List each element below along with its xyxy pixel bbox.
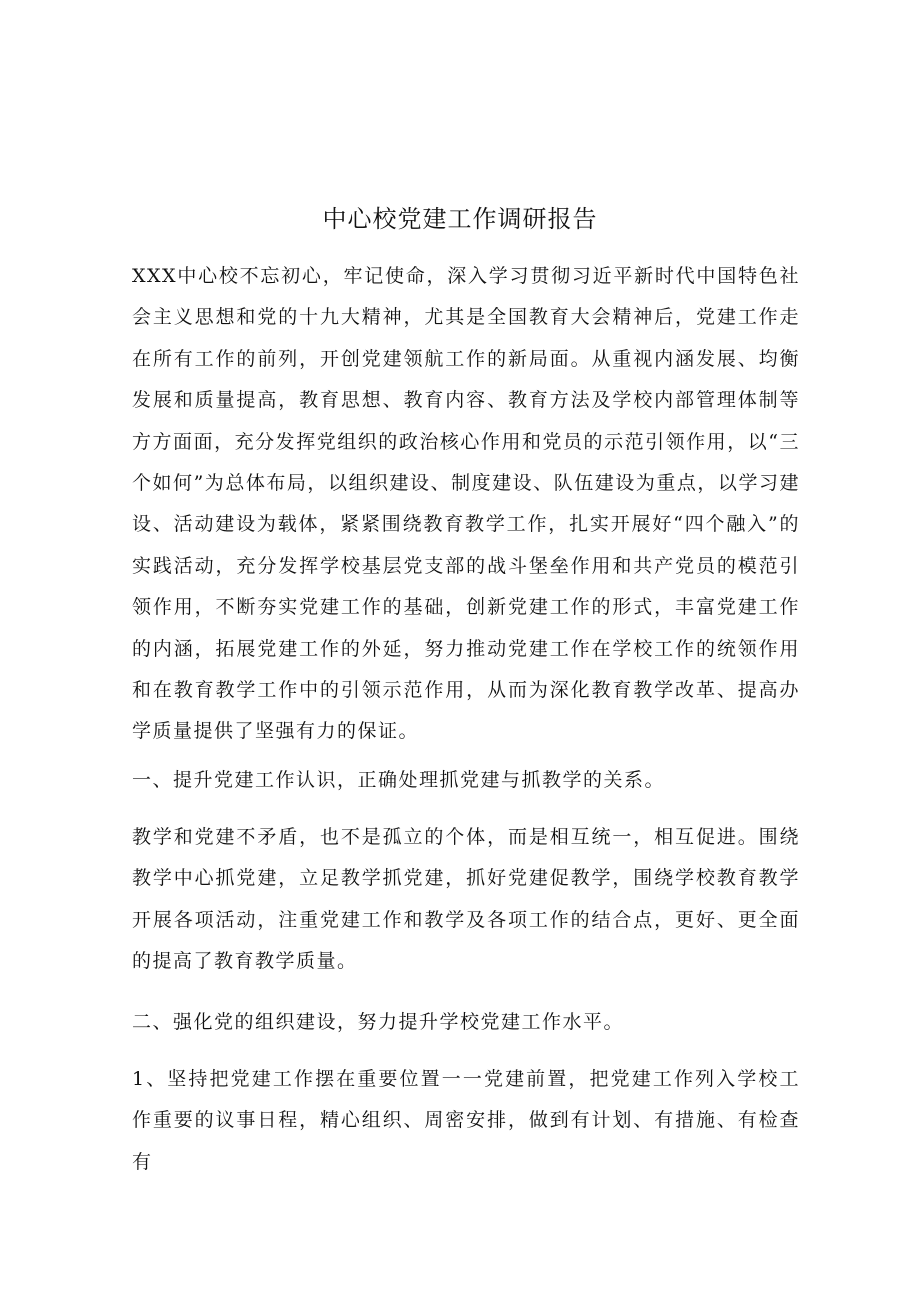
document-title: 中心校党建工作调研报告 [322, 205, 598, 233]
section-2-heading: 二、强化党的组织建设，努力提升学校党建工作水平。 [132, 1011, 625, 1033]
section-2-item-1: 1、坚持把党建工作摆在重要位置一一党建前置，把党建工作列入学校工作重要的议事日程，精心组织、周密安排，做到有计划、有措施、有检查有 [132, 1068, 800, 1173]
section-1-paragraph: 教学和党建不矛盾，也不是孤立的个体，而是相互统一，相互促进。围绕教学中心抓党建，立足教学抓党建，抓好党建促教学，围绕学校教育教学开展各项活动，注重党建工作和教学及各项工作的结合点，更好、更全面的提高了教育教学质量。 [132, 826, 800, 973]
section-1-heading: 一、提升党建工作认识，正确处理抓党建与抓教学的关系。 [132, 769, 666, 791]
intro-paragraph: XXX中心校不忘初心，牢记使命，深入学习贯彻习近平新时代中国特色社会主义思想和党的十九大精神，尤其是全国教育大会精神后，党建工作走在所有工作的前列，开创党建领航工作的新局面。从重视内涵发展、均衡发展和质量提高，教育思想、教育内容、教育方法及学校内部管理体制等方方面面，充分发挥党组织的政治核心作用和党员的示范引领作用，以“三个如何”为总体布局，以组织建设、制度建设、队伍建设为重点，以学习建设、活动建设为载体，紧紧围绕教育教学工作，扎实开展好“四个融入”的实践活动，充分发挥学校基层党支部的战斗堡垒作用和共产党员的模范引领作用，不断夯实党建工作的基础，创新党建工作的形式，丰富党建工作的内涵，拓展党建工作的外延，努力推动党建工作在学校工作的统领作用和在教育教学工作中的引领示范作用，从而为深化教育教学改革、提高办学质量提供了坚强有力的保证。 [132, 265, 800, 743]
